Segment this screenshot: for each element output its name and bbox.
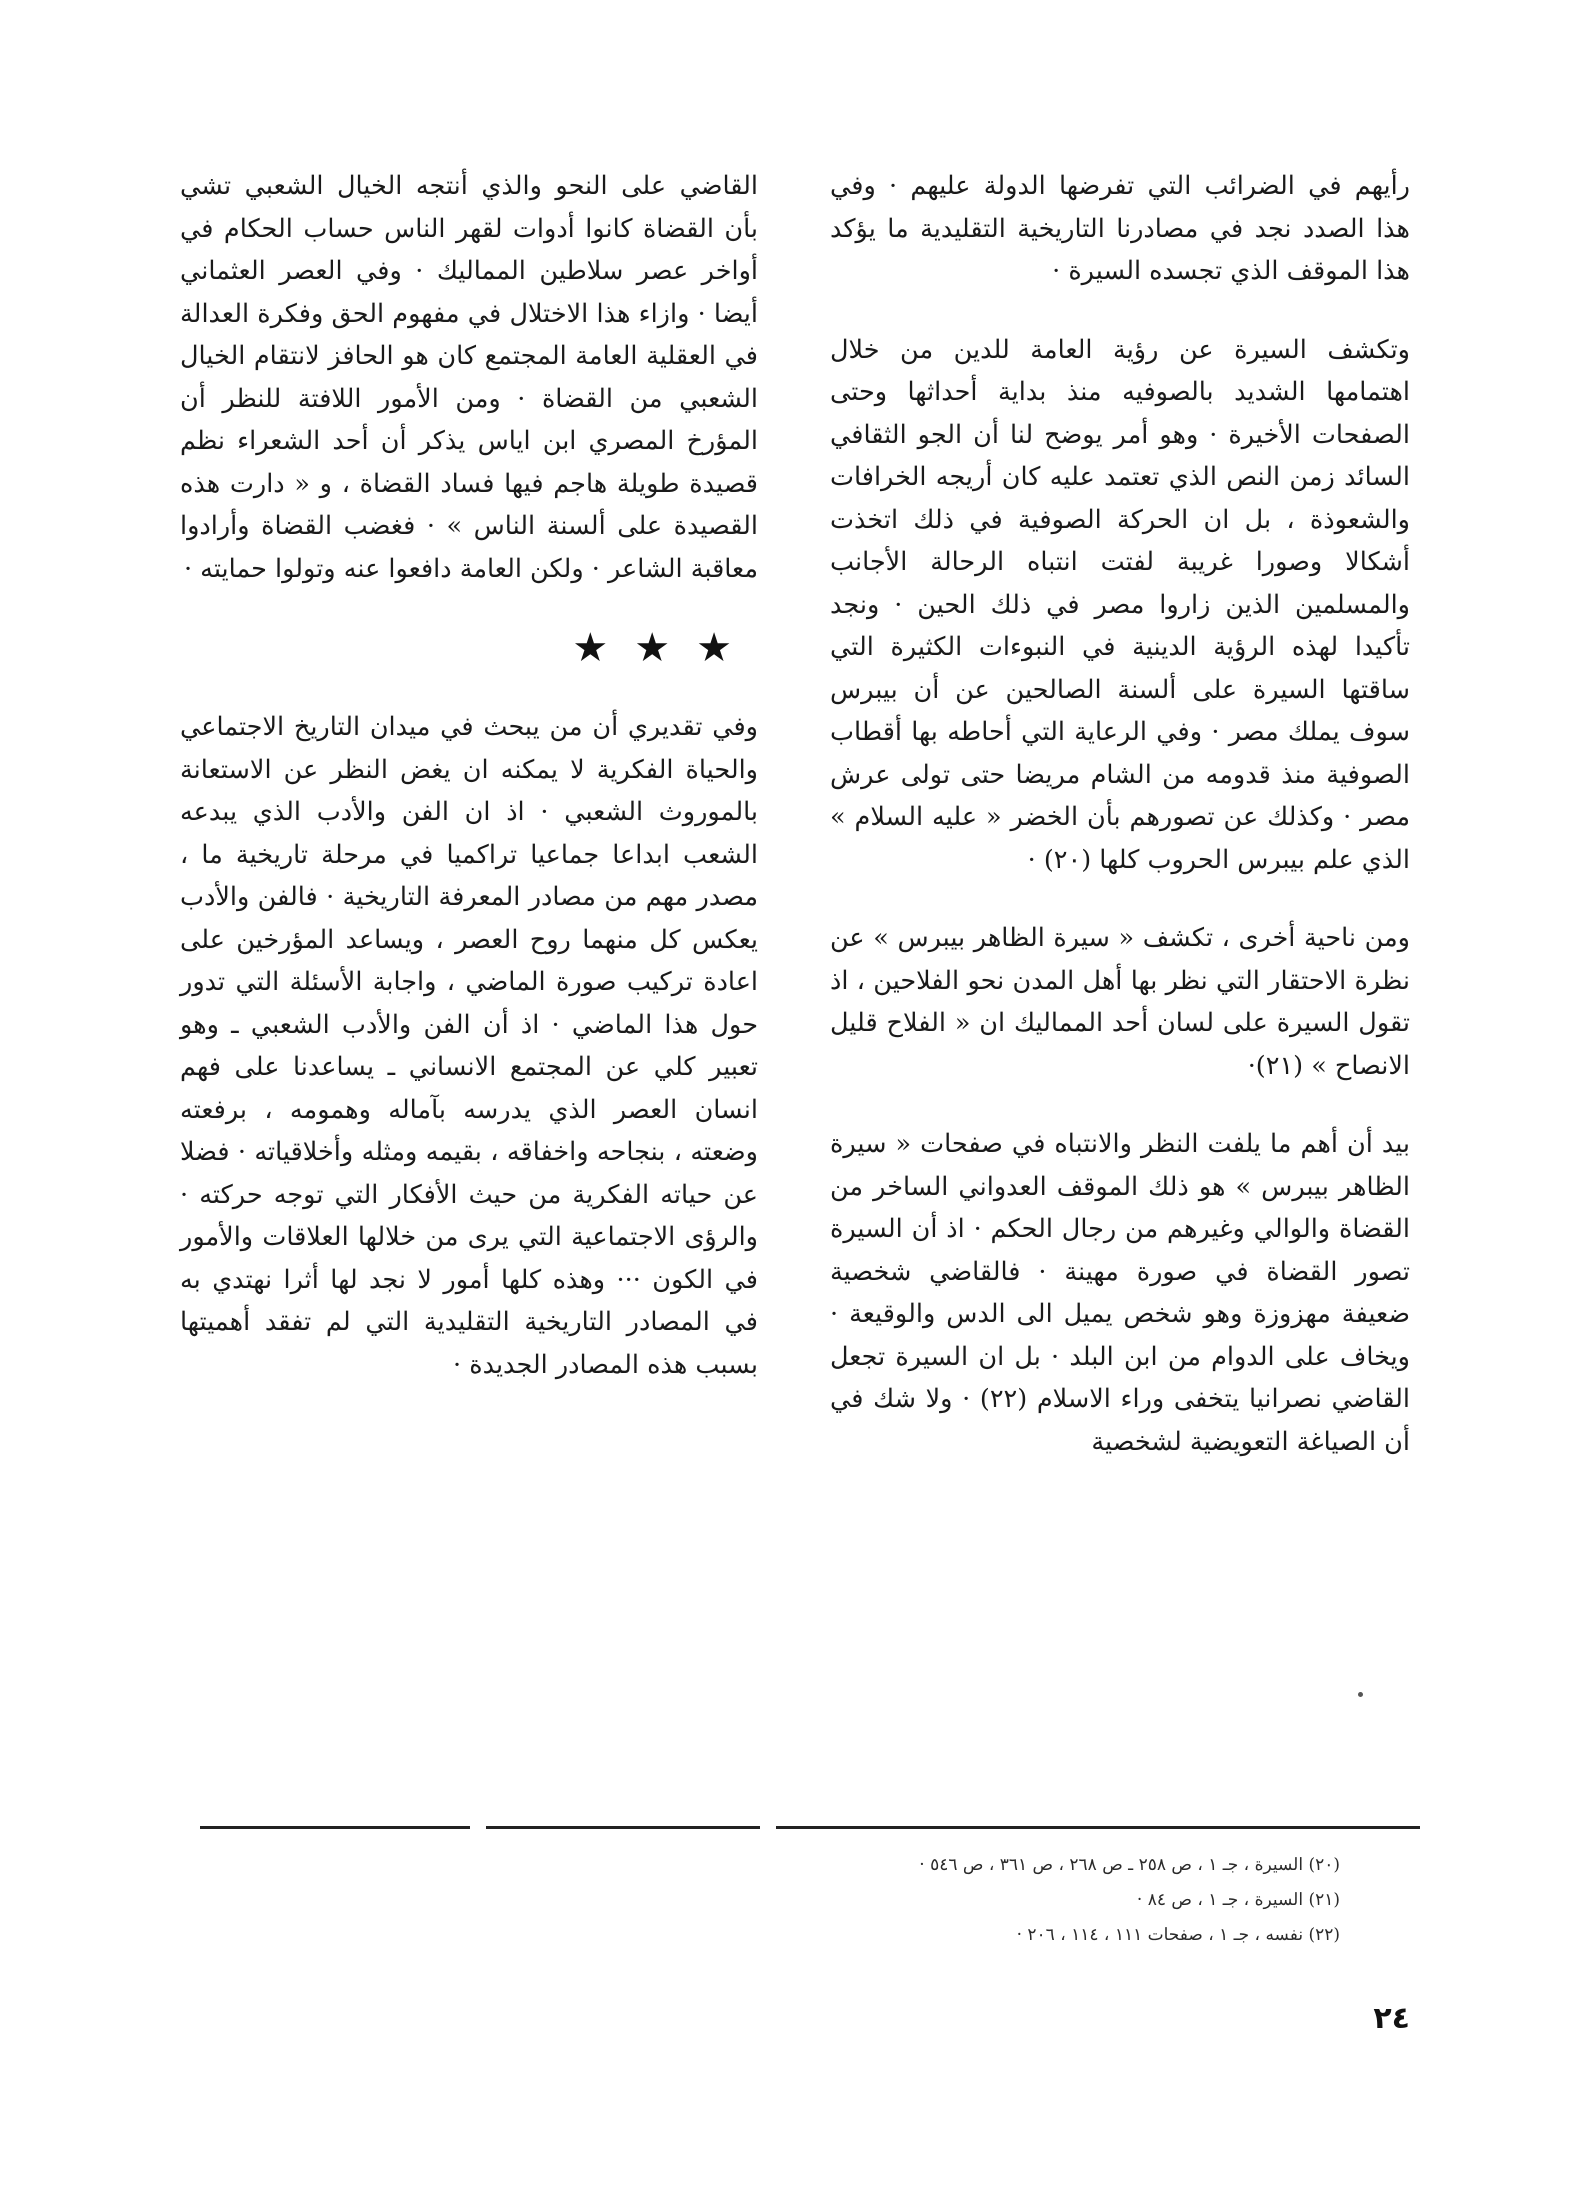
footnote: (٢٢) نفسه ، جـ ١ ، صفحات ١١١ ، ١١٤ ، ٢٠٦ · [1016, 1925, 1340, 1945]
paragraph: رأيهم في الضرائب التي تفرضها الدولة عليهم · وفي هذا الصدد نجد في مصادرنا التاريخية التقليدية ما يؤكد هذا الموقف الذي تجسده السيرة · [830, 171, 1410, 286]
paragraph: ومن ناحية أخرى ، تكشف « سيرة الظاهر بيبرس » عن نظرة الاحتقار التي نظر بها أهل المدن نحو الفلاحين ، اذ تقول السيرة على لسان أحد المماليك ان « الفلاح قليل الانصاح » (٢١)· [830, 923, 1410, 1081]
left-text-column [180, 165, 758, 1386]
paragraph: وفي تقديري أن من يبحث في ميدان التاريخ الاجتماعي والحياة الفكرية لا يمكنه ان يغض النظر عن الاستعانة بالموروث الشعبي · اذ ان الفن والأدب الذي يبدعه الشعب ابداعا جماعيا تراكميا في مرحلة تاريخية ما ، مصدر مهم من مصادر المعرفة التاريخية · فالفن والأدب يعكس كل منهما روح العصر ، ويساعد المؤرخين على اعادة تركيب صورة الماضي ، واجابة الأسئلة التي تدور حول هذا الماضي · اذ أن الفن والأدب الشعبي ـ وهو تعبير كلي عن المجتمع الانساني ـ يساعدنا على فهم انسان العصر الذي يدرسه بآماله وهمومه ، برفعته وضعته ، بنجاحه واخفاقه ، بقيمه ومثله وأخلاقياته · فضلا عن حياته الفكرية من حيث الأفكار التي توجه حركته · والرؤى الاجتماعية التي يرى من خلالها العلاقات والأمور في الكون ··· وهذه كلها أمور لا نجد لها أثرا نهتدي به في المصادر التاريخية التقليدية التي لم تفقد أهميتها بسبب هذه المصادر الجديدة · [180, 712, 758, 1380]
paragraph: بيد أن أهم ما يلفت النظر والانتباه في صفحات « سيرة الظاهر بيبرس » هو ذلك الموقف العدواني الساخر من القضاة والوالي وغيرهم من رجال الحكم · اذ أن السيرة تصور القضاة في صورة مهينة · فالقاضي شخصية ضعيفة مهزوزة وهو شخص يميل الى الدس والوقيعة · ويخاف على الدوام من ابن البلد · بل ان السيرة تجعل القاضي نصرانيا يتخفى وراء الاسلام (٢٢) · ولا شك في أن الصياغة التعويضية لشخصية [830, 1129, 1410, 1457]
print-speck [1358, 1692, 1363, 1697]
footnote-separator-rule [200, 1826, 1420, 1829]
section-separator-stars: ★★★ [572, 625, 758, 671]
footnotes [560, 1848, 1340, 1953]
rule-gap [760, 1822, 776, 1832]
rule-gap [470, 1822, 486, 1832]
paragraph: القاضي على النحو والذي أنتجه الخيال الشعبي تشي بأن القضاة كانوا أدوات لقهر الناس حساب الحكام في أواخر عصر سلاطين المماليك · وفي العصر العثماني أيضا · وازاء هذا الاختلال في مفهوم الحق وفكرة العدالة في العقلية العامة المجتمع كان هو الحافز لانتقام الخيال الشعبي من القضاة · ومن الأمور اللافتة للنظر أن المؤرخ المصري ابن اياس يذكر أن أحد الشعراء نظم قصيدة طويلة هاجم فيها فساد القضاة ، و « دارت هذه القصيدة على ألسنة الناس » · فغضب القضاة وأرادوا معاقبة الشاعر · ولكن العامة دافعوا عنه وتولوا حمايته · [180, 171, 758, 584]
page-number: ٢٤ [1373, 2001, 1410, 2036]
right-text-column [830, 165, 1410, 1463]
paragraph: وتكشف السيرة عن رؤية العامة للدين من خلال اهتمامها الشديد بالصوفيه منذ بداية أحداثها وحتى الصفحات الأخيرة · وهو أمر يوضح لنا أن الجو الثقافي السائد زمن النص الذي تعتمد عليه كان أريجه الخرافات والشعوذة ، بل ان الحركة الصوفية في ذلك اتخذت أشكالا وصورا غريبة لفتت انتباه الرحالة الأجانب والمسلمين الذين زاروا مصر في ذلك الحين · ونجد تأكيدا لهذه الرؤية الدينية في النبوءات الكثيرة التي ساقتها السيرة على ألسنة الصالحين عن أن بيبرس سوف يملك مصر · وفي الرعاية التي أحاطه بها أقطاب الصوفية منذ قدومه من الشام مريضا حتى تولى عرش مصر · وكذلك عن تصورهم بأن الخضر « عليه السلام » الذي علم بيبرس الحروب كلها (٢٠) · [830, 334, 1410, 875]
footnote: (٢١) السيرة ، جـ ١ ، ص ٨٤ · [1136, 1890, 1340, 1910]
footnote: (٢٠) السيرة ، جـ ١ ، ص ٢٥٨ ـ ص ٢٦٨ ، ص ٣٦١ ، ص ٥٤٦ · [919, 1855, 1340, 1875]
